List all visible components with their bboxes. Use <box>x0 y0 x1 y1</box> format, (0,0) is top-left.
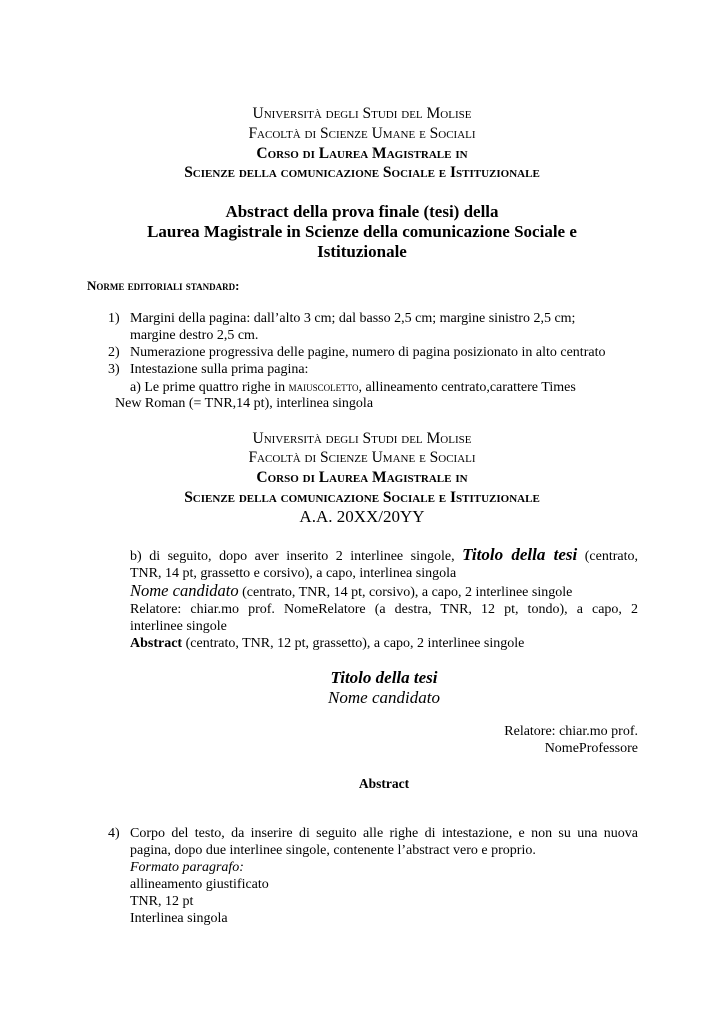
item-sub-a: a) Le prime quattro righe in maiuscoletto, allineamento centrato,carattere Times <box>130 379 576 395</box>
formato-font: TNR, 12 pt <box>130 894 194 909</box>
list-item <box>108 825 638 927</box>
item-text: Intestazione sulla prima pagina: <box>130 362 309 377</box>
item-text: Margini della pagina: dall’alto 3 cm; dal basso 2,5 cm; margine sinistro 2,5 cm; <box>130 311 576 326</box>
formato-spacing: Interlinea singola <box>130 911 228 926</box>
item-text-cont: margine destro 2,5 cm. <box>130 328 259 343</box>
document-title <box>0 202 724 262</box>
relatore-line-2: NomeProfessore <box>544 741 638 756</box>
title-line-1: Abstract della prova finale (tesi) della <box>225 202 499 221</box>
list-item <box>108 361 640 396</box>
part-b-line-3: Nome candidato (centrato, TNR, 14 pt, corsivo), a capo, 2 interlinee singole <box>130 581 573 600</box>
item-number: 2) <box>108 345 120 360</box>
list-item-4 <box>108 825 638 927</box>
header-course: Corso di Laurea Magistrale in <box>256 145 468 162</box>
sample-relatore <box>504 723 638 757</box>
item-number: 1) <box>108 311 120 326</box>
formato-alignment: allineamento giustificato <box>130 877 269 892</box>
part-b-line-1: b) di seguito, dopo aver inserito 2 interlinee singole, Titolo della tesi (centrato, <box>130 545 638 564</box>
title-line-2: Laurea Magistrale in Scienze della comunicazione Sociale e <box>147 222 577 241</box>
part-b-line-6: Abstract (centrato, TNR, 12 pt, grassetto), a capo, 2 interlinee singole <box>130 636 525 651</box>
title-line-3: Istituzionale <box>317 242 407 261</box>
part-b-line-2: TNR, 14 pt, grassetto e corsivo), a capo, interlinea singola <box>130 566 457 581</box>
formato-label: Formato paragrafo: <box>130 860 244 875</box>
header-program: Scienze della comunicazione Sociale e Istituzionale <box>184 164 540 181</box>
norme-list <box>108 310 640 396</box>
sample-title: Titolo della tesi <box>330 668 438 687</box>
norme-heading: Norme editoriali standard: <box>87 278 240 293</box>
header-university: Università degli Studi del Molise <box>252 105 472 122</box>
example-header-course: Corso di Laurea Magistrale in <box>256 469 468 486</box>
item-text-cont: pagina, dopo due interlinee singole, contenente l’abstract vero e proprio. <box>130 843 536 858</box>
example-header-faculty: Facoltà di Scienze Umane e Sociali <box>248 449 476 466</box>
example-header-university: Università degli Studi del Molise <box>252 430 472 447</box>
part-b <box>130 546 638 652</box>
item-number: 3) <box>108 362 120 377</box>
item-sub-a-cont: New Roman (= TNR,14 pt), interlinea singola <box>115 396 374 411</box>
part-b-line-5: interlinee singole <box>130 619 227 634</box>
example-header-program: Scienze della comunicazione Sociale e Istituzionale <box>184 489 540 506</box>
header-faculty: Facoltà di Scienze Umane e Sociali <box>248 125 476 142</box>
item-text: Corpo del testo, da inserire di seguito alle righe di intestazione, e non su una nuova <box>130 826 638 841</box>
sample-candidate: Nome candidato <box>328 688 440 707</box>
part-b-line-4: Relatore: chiar.mo prof. NomeRelatore (a destra, TNR, 12 pt, tondo), a capo, 2 <box>130 602 638 617</box>
list-item <box>108 344 640 361</box>
sample-abstract-heading: Abstract <box>358 776 410 791</box>
item-text: Numerazione progressiva delle pagine, numero di pagina posizionato in alto centrato <box>130 345 606 360</box>
item-number: 4) <box>108 826 120 841</box>
relatore-line-1: Relatore: chiar.mo prof. <box>504 724 638 739</box>
example-header-year: A.A. 20XX/20YY <box>299 507 425 526</box>
list-item <box>108 310 640 344</box>
